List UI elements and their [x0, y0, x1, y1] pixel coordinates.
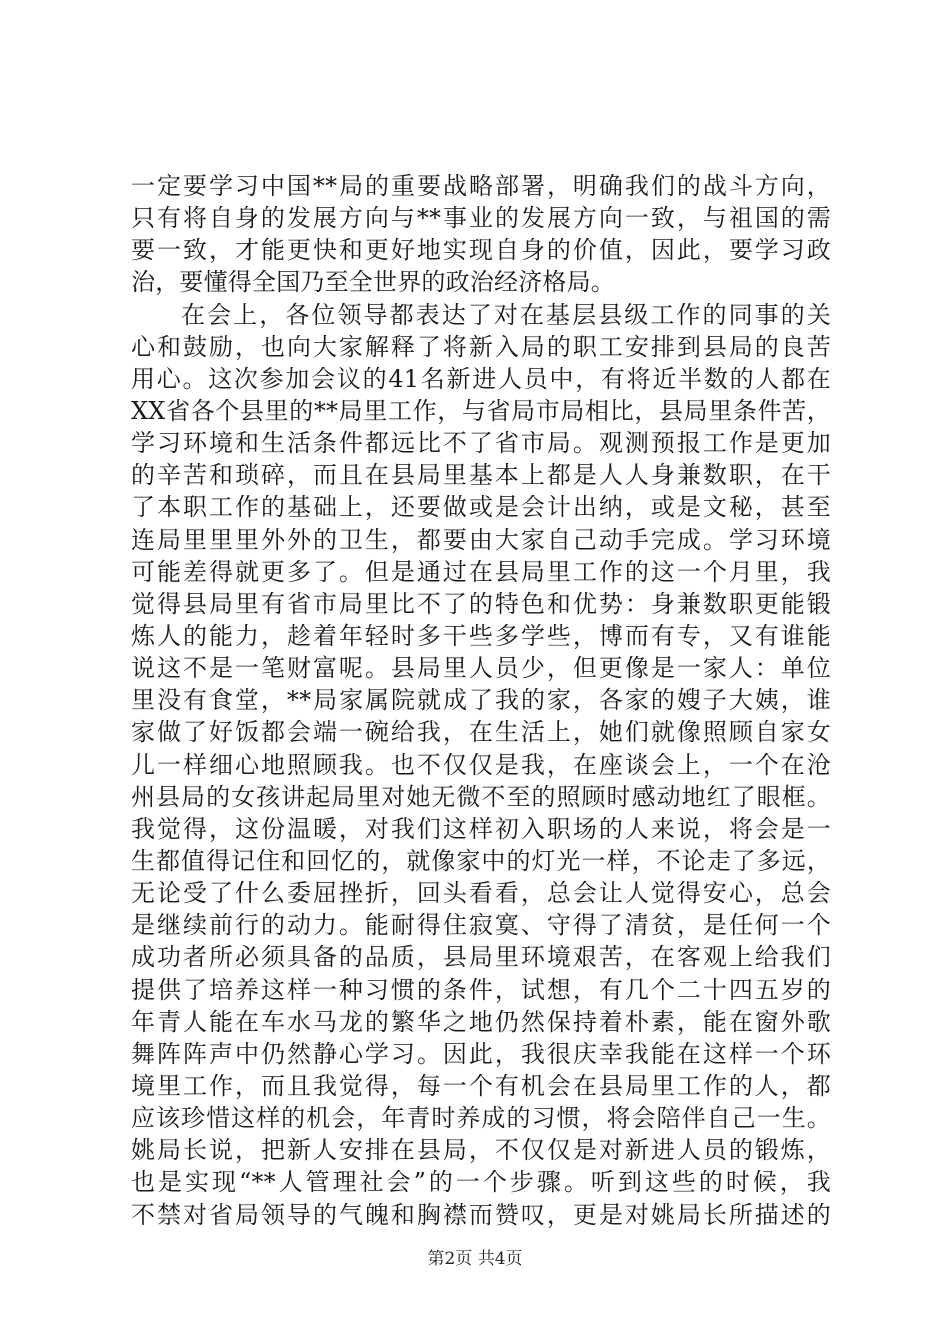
text-line: 生都值得记住和回忆的，就像家中的灯光一样，不论走了多远， — [131, 846, 831, 875]
text-line: 里没有食堂，**局家属院就成了我的家，各家的嫂子大姨，谁 — [131, 686, 831, 715]
text-line: 连局里里里外外的卫生，都要由大家自己动手完成。学习环境 — [131, 525, 831, 554]
text-line: 了本职工作的基础上，还要做或是会计出纳，或是文秘，甚至 — [131, 493, 831, 522]
text-line: 州县局的女孩讲起局里对她无微不至的照顾时感动地红了眼框。 — [131, 782, 831, 811]
body-text — [131, 170, 831, 1231]
text-line: 儿一样细心地照顾我。也不仅仅是我，在座谈会上，一个在沧 — [131, 750, 831, 779]
text-line: 不禁对省局领导的气魄和胸襟而赞叹，更是对姚局长所描述的 — [131, 1200, 831, 1229]
text-line: 学习环境和生活条件都远比不了省市局。观测预报工作是更加 — [131, 429, 831, 458]
text-line: 也是实现“**人管理社会”的一个步骤。听到这些的时候，我 — [131, 1168, 831, 1197]
text-line: 治，要懂得全国乃至全世界的政治经济格局。 — [131, 268, 615, 297]
text-line: 要一致，才能更快和更好地实现自身的价值，因此，要学习政 — [131, 236, 831, 265]
text-line: 用心。这次参加会议的41名新进人员中，有将近半数的人都在 — [131, 364, 831, 393]
text-line: 说这不是一笔财富呢。县局里人员少，但更像是一家人：单位 — [131, 654, 831, 683]
paragraph — [131, 170, 831, 299]
text-line: 境里工作，而且我觉得，每一个有机会在县局里工作的人，都 — [131, 1071, 831, 1100]
page-footer: 第2页 共4页 — [427, 1249, 523, 1269]
text-line: 成功者所必须具备的品质，县局里环境艰苦，在客观上给我们 — [131, 943, 831, 972]
text-line: 是继续前行的动力。能耐得住寂寞、守得了清贫，是任何一个 — [131, 911, 831, 940]
paragraph — [131, 299, 831, 1231]
text-line: 舞阵阵声中仍然静心学习。因此，我很庆幸我能在这样一个环 — [131, 1039, 831, 1068]
text-line: XX省各个县里的**局里工作，与省局市局相比，县局里条件苦， — [131, 396, 831, 425]
text-line: 我觉得，这份温暖，对我们这样初入职场的人来说，将会是一 — [131, 814, 831, 843]
text-line: 在会上，各位领导都表达了对在基层县级工作的同事的关 — [181, 300, 831, 329]
text-line: 姚局长说，把新人安排在县局，不仅仅是对新进人员的锻炼， — [131, 1136, 831, 1165]
text-line: 应该珍惜这样的机会，年青时养成的习惯，将会陪伴自己一生。 — [131, 1104, 831, 1133]
text-line: 觉得县局里有省市局里比不了的特色和优势：身兼数职更能锻 — [131, 589, 831, 618]
text-line: 无论受了什么委屈挫折，回头看看，总会让人觉得安心，总会 — [131, 879, 831, 908]
text-line: 提供了培养这样一种习惯的条件，试想，有几个二十四五岁的 — [131, 975, 831, 1004]
text-line: 炼人的能力，趁着年轻时多干些多学些，博而有专，又有谁能 — [131, 621, 831, 650]
text-line: 的辛苦和琐碎，而且在县局里基本上都是人人身兼数职，在干 — [131, 461, 831, 490]
text-line: 年青人能在车水马龙的繁华之地仍然保持着朴素，能在窗外歌 — [131, 1007, 831, 1036]
text-line: 只有将自身的发展方向与**事业的发展方向一致，与祖国的需 — [131, 204, 831, 233]
text-line: 可能差得就更多了。但是通过在县局里工作的这一个月里，我 — [131, 557, 831, 586]
text-line: 心和鼓励，也向大家解释了将新入局的职工安排到县局的良苦 — [131, 332, 831, 361]
text-line: 一定要学习中国**局的重要战略部署，明确我们的战斗方向， — [131, 172, 831, 200]
text-line: 家做了好饭都会端一碗给我，在生活上，她们就像照顾自家女 — [131, 718, 831, 747]
